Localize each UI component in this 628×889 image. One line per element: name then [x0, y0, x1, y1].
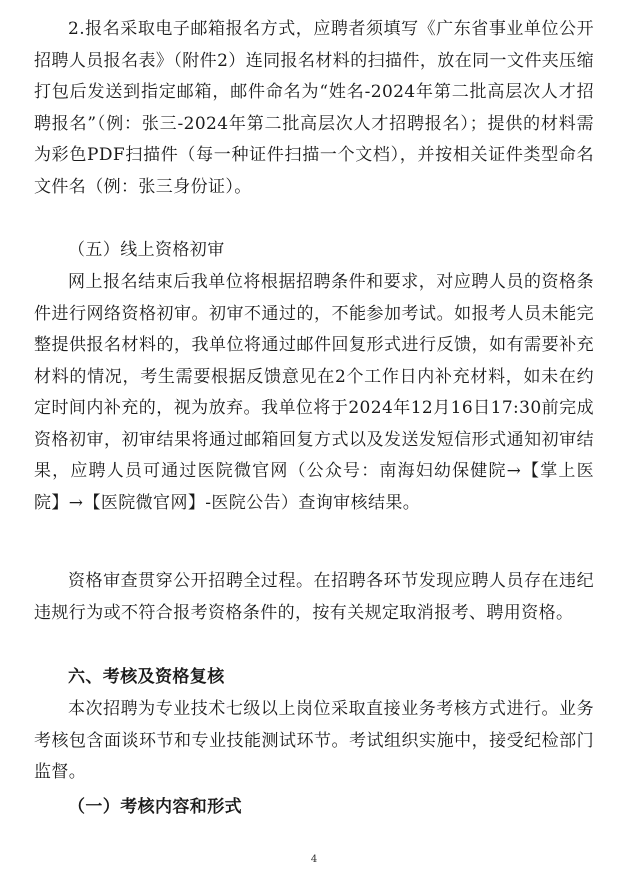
paragraph-qualification-throughout: 资格审查贯穿公开招聘全过程。在招聘各环节发现应聘人员存在违纪违规行为或不符合报考资格条件的，按有关规定取消报考、聘用资格。: [34, 571, 594, 623]
paragraph-online-review-details: 网上报名结束后我单位将根据招聘条件和要求，对应聘人员的资格条件进行网络资格初审。初审不通过的，不能参加考试。如报考人员未能完整提供报名材料的，我单位将通过邮件回复形式进行反馈，如有需要补充材料的情况，考生需要根据反馈意见在2个工作日内补充材料，如未在约定时间内补充的，视为放弃。我单位将于2024年12月16日17:30前完成资格初审，初审结果将通过邮箱回复方式以及发送发短信形式通知初审结果，应聘人员可通过医院微官网（公众号：南海妇幼保健院→【掌上医院】→【医院微官网】-医院公告）查询审核结果。: [34, 272, 594, 513]
heading-assessment-and-recheck: 六、考核及资格复核: [68, 667, 225, 687]
heading-online-qualification-review: （五）线上资格初审: [68, 240, 225, 260]
paragraph-assessment-method: 本次招聘为专业技术七级以上岗位采取直接业务考核方式进行。业务考核包含面谈环节和专业技能测试环节。考试组织实施中，接受纪检部门监督。: [34, 699, 594, 782]
heading-assessment-content: （一）考核内容和形式: [68, 797, 242, 817]
paragraph-registration-email: 2.报名采取电子邮箱报名方式，应聘者须填写《广东省事业单位公开招聘人员报名表》（附件2）连同报名材料的扫描件，放在同一文件夹压缩打包后发送到指定邮箱，邮件命名为“姓名-2024年第二批高层次人才招聘报名”（例：张三-2024年第二批高层次人才招聘报名）；提供的材料需为彩色PDF扫描件（每一种证件扫描一个文档），并按相关证件类型命名文件名（例：张三身份证）。: [34, 19, 594, 197]
page-number: 4: [310, 854, 318, 865]
